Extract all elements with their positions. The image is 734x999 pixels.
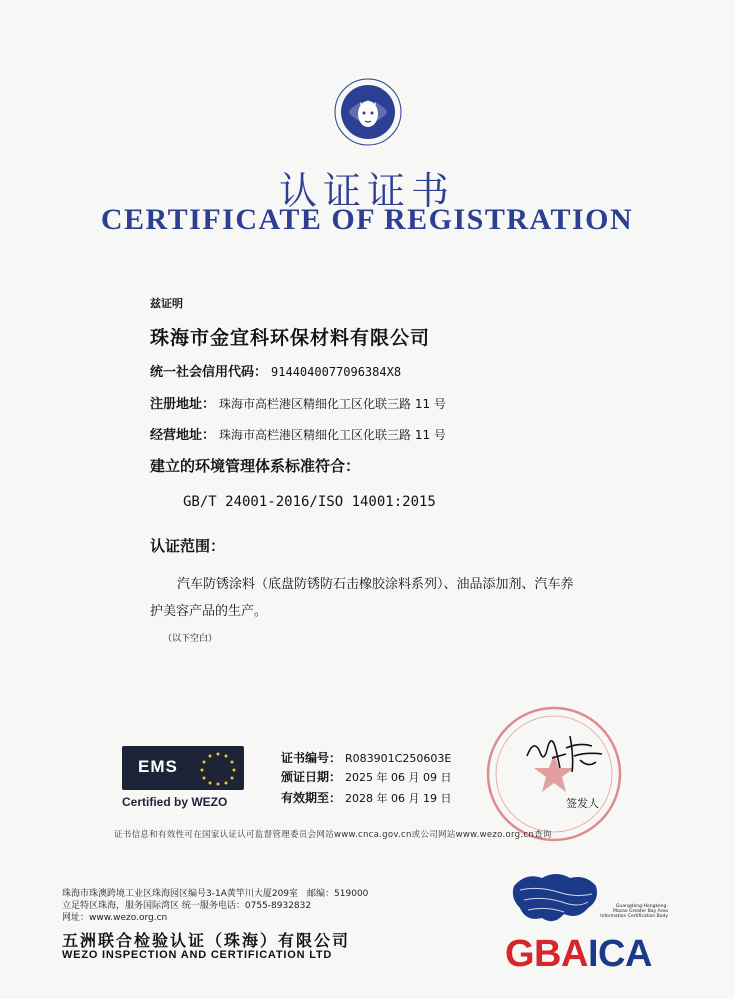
signatory-label: 签发人 <box>566 797 599 810</box>
business-address-label: 经营地址： <box>150 428 216 443</box>
verification-note: 证书信息和有效性可在国家认证认可监督管理委员会网站www.cnca.gov.cn或公司网站www.wezo.org.cn查询 <box>114 830 552 840</box>
credit-code-label: 统一社会信用代码： <box>150 365 268 380</box>
gba-description <box>600 904 668 919</box>
gbaica-logo <box>505 933 652 976</box>
certificate-number-row <box>281 749 451 766</box>
certificate-number-value: R083901C250603E <box>345 752 452 765</box>
business-address-row <box>150 424 446 443</box>
registered-address-value: 珠海市高栏港区精细化工区化联三路 11 号 <box>219 397 446 411</box>
standard-heading: 建立的环境管理体系标准符合： <box>150 457 361 475</box>
intro-text: 兹证明 <box>150 297 183 310</box>
registered-address-label: 注册地址： <box>150 397 216 412</box>
gbaica-logo-text: GBAICA <box>505 933 652 975</box>
credit-code-row <box>150 361 401 380</box>
ems-logo-text: EMS <box>138 757 178 776</box>
footer-address: 珠海市珠澳跨境工业区珠海园区编号3-1A黄竿川大厦209室 邮编：519000 <box>62 889 369 899</box>
gba-desc-line-1: Guangdong-Hongkong- <box>615 904 668 909</box>
ems-stars-icon <box>198 750 238 786</box>
ems-certified-by: Certified by WEZO <box>122 795 228 809</box>
scope-line-1: 汽车防锈涂料（底盘防锈防石击橡胶涂料系列）、油品添加剂、汽车养 <box>177 577 574 592</box>
gba-desc-line-2: Macao Greater Bay Area <box>613 909 668 914</box>
business-address-value: 珠海市高栏港区精细化工区化联三路 11 号 <box>219 428 446 442</box>
footer-company-cn: 五洲联合检验认证（珠海）有限公司 <box>62 931 351 950</box>
standard-value: GB/T 24001-2016/ISO 14001:2015 <box>183 494 436 510</box>
expiry-date-value: 2028 年 06 月 19 日 <box>345 792 452 805</box>
issue-date-label: 颁证日期： <box>281 770 342 784</box>
expiry-date-label: 有效期至： <box>281 791 342 805</box>
credit-code-value: 9144040077096384X8 <box>271 365 402 379</box>
title-chinese: 认证证书 <box>278 169 455 213</box>
footer-website: 网址：www.wezo.org.cn <box>62 913 168 923</box>
signature <box>522 728 612 778</box>
title-english: CERTIFICATE OF REGISTRATION <box>100 203 634 236</box>
blank-note: （以下空白） <box>163 634 218 644</box>
issue-date-row <box>281 768 452 785</box>
gba-map-icon <box>508 868 603 930</box>
footer-company-en: WEZO INSPECTION AND CERTIFICATION LTD <box>62 949 333 961</box>
company-name: 珠海市金宜科环保材料有限公司 <box>150 327 431 349</box>
issue-date-value: 2025 年 06 月 09 日 <box>345 771 452 784</box>
registered-address-row <box>150 393 446 412</box>
scope-heading: 认证范围： <box>150 537 226 555</box>
gba-desc-line-3: Information Certification Body <box>600 914 668 919</box>
certificate-number-label: 证书编号： <box>281 751 342 765</box>
expiry-date-row <box>281 789 452 806</box>
footer-address-2: 立足特区珠海，服务国际湾区 统一服务电话：0755-8932832 <box>62 901 312 911</box>
scope-line-2: 护美容产品的生产。 <box>150 604 268 619</box>
certification-emblem <box>323 76 413 148</box>
